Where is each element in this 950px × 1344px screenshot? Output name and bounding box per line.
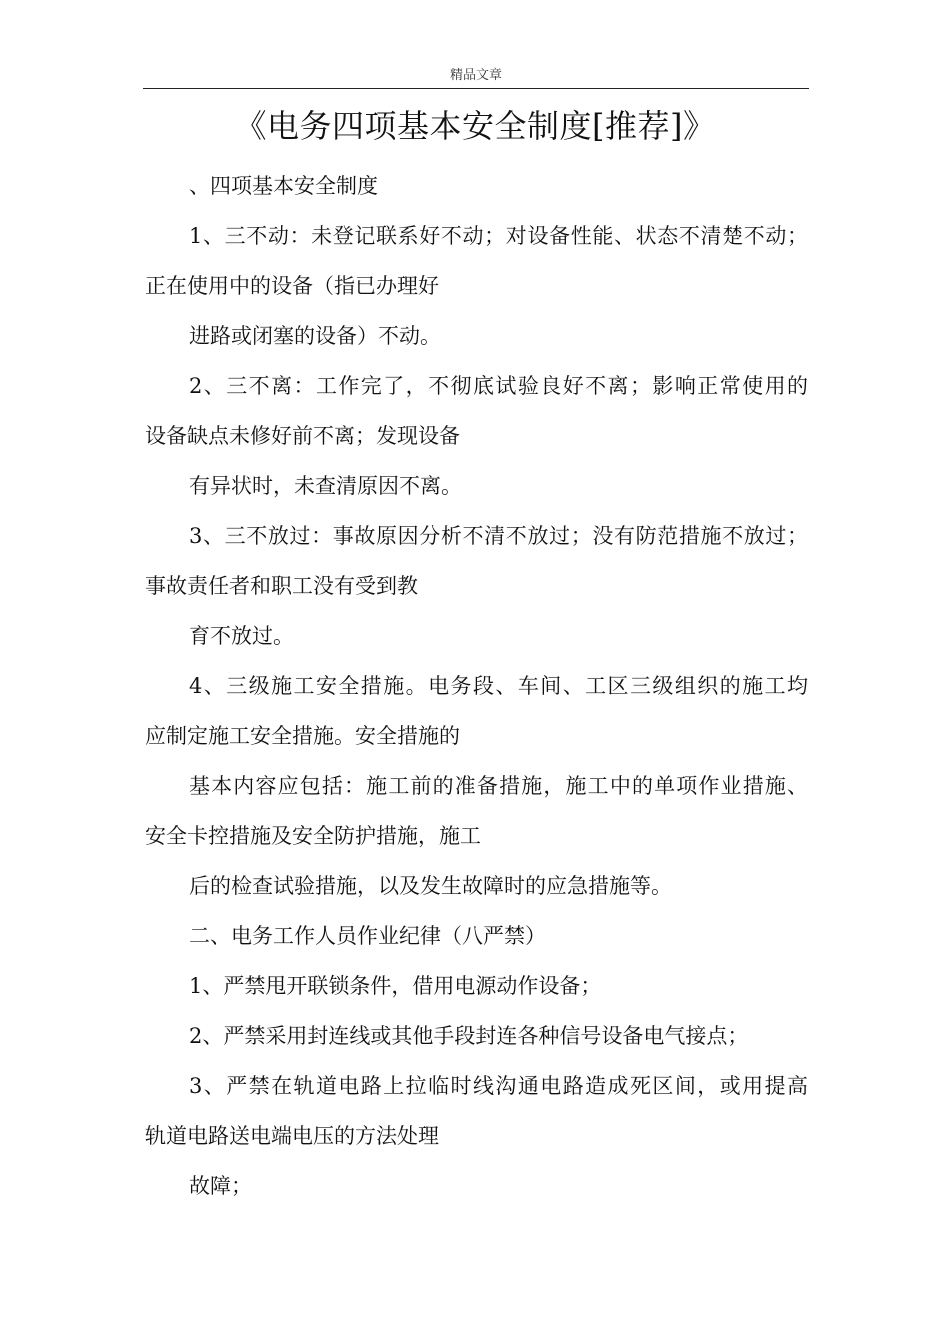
body-line: 事故责任者和职工没有受到教 (145, 574, 418, 598)
header-text: 精品文章 (449, 68, 502, 83)
body-line: 轨道电路送电端电压的方法处理 (145, 1124, 439, 1148)
body-line: 2、三不离：工作完了，不彻底试验良好不离；影响正常使用的 (189, 374, 808, 398)
body-line: 有异状时，未查清原因不离。 (189, 474, 462, 498)
body-line: 4、三级施工安全措施。电务段、车间、工区三级组织的施工均 (189, 674, 808, 698)
body-line: 基本内容应包括：施工前的准备措施，施工中的单项作业措施、 (189, 774, 808, 798)
body-line: 1、严禁甩开联锁条件，借用电源动作设备； (189, 974, 602, 998)
body-line: 应制定施工安全措施。安全措施的 (145, 724, 460, 748)
body-line: 3、三不放过：事故原因分析不清不放过；没有防范措施不放过； (189, 524, 808, 548)
section-heading: 二、电务工作人员作业纪律（八严禁） (189, 924, 546, 948)
document-title: 《电务四项基本安全制度[推荐]》 (234, 107, 716, 145)
body-line: 进路或闭塞的设备）不动。 (189, 324, 441, 348)
body-line: 故障； (189, 1174, 252, 1198)
page-header (143, 66, 809, 89)
body-line: 1、三不动：未登记联系好不动；对设备性能、状态不清楚不动； (189, 224, 808, 248)
body-line: 3、严禁在轨道电路上拉临时线沟通电路造成死区间，或用提高 (189, 1074, 808, 1098)
body-line: 、四项基本安全制度 (189, 174, 378, 198)
body-line: 育不放过。 (189, 624, 294, 648)
body-line: 正在使用中的设备（指已办理好 (145, 274, 439, 298)
body-line: 2、严禁采用封连线或其他手段封连各种信号设备电气接点； (189, 1024, 749, 1048)
body-line: 设备缺点未修好前不离；发现设备 (145, 424, 460, 448)
body-line: 安全卡控措施及安全防护措施，施工 (145, 824, 481, 848)
body-line: 后的检查试验措施，以及发生故障时的应急措施等。 (189, 874, 672, 898)
